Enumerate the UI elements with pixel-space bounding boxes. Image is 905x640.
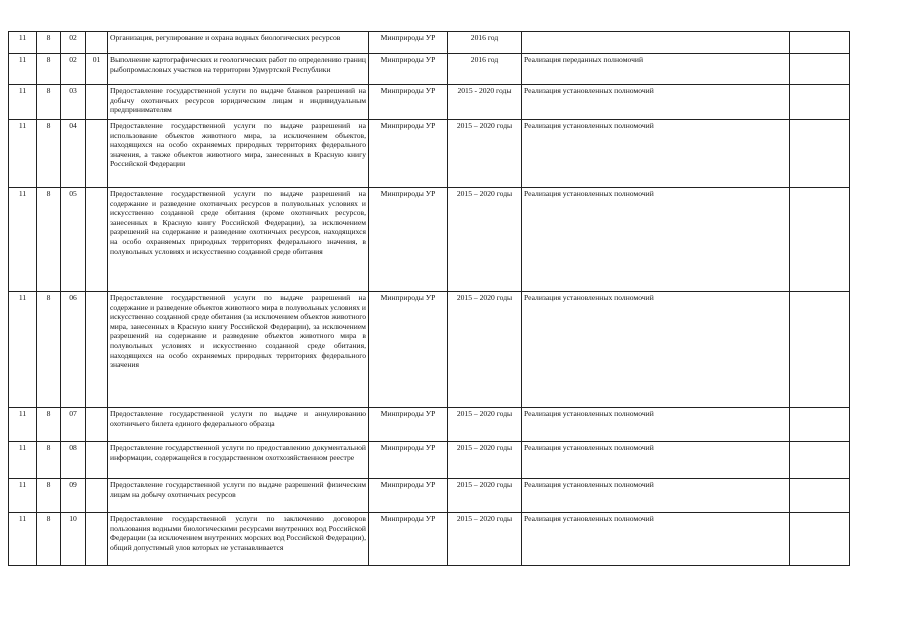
code-item: 02: [61, 32, 86, 54]
responsible-agency: Минприроды УР: [369, 513, 448, 566]
code-section: 11: [9, 292, 37, 408]
code-section: 11: [9, 85, 37, 120]
implementation-period: 2015 – 2020 годы: [448, 188, 522, 292]
activity-description: Организация, регулирование и охрана водных биологических ресурсов: [108, 32, 369, 54]
activity-description: Предоставление государственной услуги по выдаче бланков разрешений на добычу охотничьих ресурсов юридическим лицам и индивидуальным предпринимателям: [108, 85, 369, 120]
code-section: 11: [9, 188, 37, 292]
code-subsection: 8: [37, 120, 61, 188]
responsible-agency: Минприроды УР: [369, 442, 448, 479]
program-activities-table: [8, 31, 850, 566]
activity-description: Выполнение картографических и геологических работ по определению границ рыбопромысловых участков на территории Удмуртской Республики: [108, 54, 369, 85]
code-section: 11: [9, 479, 37, 513]
code-subitem: [86, 85, 108, 120]
code-section: 11: [9, 442, 37, 479]
code-section: 11: [9, 120, 37, 188]
activity-description: Предоставление государственной услуги по выдаче разрешений физическим лицам на добычу охотничьих ресурсов: [108, 479, 369, 513]
code-subitem: [86, 513, 108, 566]
table-row: [9, 54, 850, 85]
code-item: 07: [61, 408, 86, 442]
implementation-period: 2015 – 2020 годы: [448, 479, 522, 513]
responsible-agency: Минприроды УР: [369, 292, 448, 408]
code-subitem: [86, 32, 108, 54]
code-subsection: 8: [37, 513, 61, 566]
table-row: [9, 513, 850, 566]
code-section: 11: [9, 408, 37, 442]
code-subsection: 8: [37, 442, 61, 479]
table-row: [9, 120, 850, 188]
extra-cell: [790, 85, 850, 120]
table-row: [9, 408, 850, 442]
activity-description: Предоставление государственной услуги по предоставлению документальной информации, содержащейся в государственном охотхозяйственном реестре: [108, 442, 369, 479]
table-row: [9, 85, 850, 120]
code-item: 10: [61, 513, 86, 566]
implementation-period: 2016 год: [448, 32, 522, 54]
extra-cell: [790, 408, 850, 442]
implementation-note: Реализация установленных полномочий: [522, 442, 790, 479]
extra-cell: [790, 32, 850, 54]
code-subsection: 8: [37, 188, 61, 292]
activity-description: Предоставление государственной услуги по заключению договоров пользования водными биологическими ресурсами внутренних вод Российской Федерации (за исключением внутренних морских вод Российской Федерации), общий допустимый улов которых не устанавливается: [108, 513, 369, 566]
extra-cell: [790, 54, 850, 85]
code-item: 05: [61, 188, 86, 292]
implementation-note: Реализация переданных полномочий: [522, 54, 790, 85]
implementation-period: 2015 – 2020 годы: [448, 408, 522, 442]
implementation-period: 2016 год: [448, 54, 522, 85]
code-section: 11: [9, 513, 37, 566]
code-section: 11: [9, 54, 37, 85]
code-item: 08: [61, 442, 86, 479]
code-item: 02: [61, 54, 86, 85]
responsible-agency: Минприроды УР: [369, 188, 448, 292]
code-section: 11: [9, 32, 37, 54]
code-item: 06: [61, 292, 86, 408]
implementation-note: [522, 32, 790, 54]
code-subsection: 8: [37, 292, 61, 408]
extra-cell: [790, 513, 850, 566]
code-item: 04: [61, 120, 86, 188]
code-subsection: 8: [37, 32, 61, 54]
code-subitem: [86, 120, 108, 188]
activity-description: Предоставление государственной услуги по выдаче разрешений на использование объектов животного мира, за исключением объектов, находящихся на особо охраняемых природных территориях федерального значения, а также объектов животного мира, занесенных в Красную книгу Российской Федерации: [108, 120, 369, 188]
code-subitem: [86, 408, 108, 442]
extra-cell: [790, 292, 850, 408]
implementation-note: Реализация установленных полномочий: [522, 408, 790, 442]
table-row: [9, 188, 850, 292]
implementation-period: 2015 – 2020 годы: [448, 292, 522, 408]
table-row: [9, 442, 850, 479]
responsible-agency: Минприроды УР: [369, 120, 448, 188]
activity-description: Предоставление государственной услуги по выдаче и аннулированию охотничьего билета единого федерального образца: [108, 408, 369, 442]
implementation-note: Реализация установленных полномочий: [522, 188, 790, 292]
implementation-note: Реализация установленных полномочий: [522, 85, 790, 120]
code-subitem: [86, 442, 108, 479]
code-subsection: 8: [37, 54, 61, 85]
table-row: [9, 292, 850, 408]
implementation-note: Реализация установленных полномочий: [522, 292, 790, 408]
activity-description: Предоставление государственной услуги по выдаче разрешений на содержание и разведение объектов животного мира в полувольных условиях и искусственно созданной среде обитания (за исключением объектов животного мира, занесенных в Красную книгу Российской Федерации), за исключением разрешений на содержание и разведение объектов животного мира в полувольных условиях и искусственно созданной среде обитания, находящихся на особо охраняемых природных территориях федерального значения: [108, 292, 369, 408]
extra-cell: [790, 442, 850, 479]
implementation-note: Реализация установленных полномочий: [522, 513, 790, 566]
implementation-note: Реализация установленных полномочий: [522, 120, 790, 188]
responsible-agency: Минприроды УР: [369, 479, 448, 513]
activity-description: Предоставление государственной услуги по выдаче разрешений на содержание и разведение охотничьих ресурсов в полувольных условиях и искусственно созданной среде обитания (кроме охотничьих ресурсов, занесенных в Красную книгу Российской Федерации), за исключением разрешений на содержание и разведение охотничьих ресурсов, находящихся на особо охраняемых природных территориях федерального значения, в полувольных условиях и искусственно созданной среде обитания: [108, 188, 369, 292]
code-subsection: 8: [37, 408, 61, 442]
code-subitem: [86, 479, 108, 513]
code-subsection: 8: [37, 479, 61, 513]
responsible-agency: Минприроды УР: [369, 85, 448, 120]
code-item: 09: [61, 479, 86, 513]
responsible-agency: Минприроды УР: [369, 32, 448, 54]
implementation-period: 2015 – 2020 годы: [448, 513, 522, 566]
table-row: [9, 32, 850, 54]
responsible-agency: Минприроды УР: [369, 408, 448, 442]
implementation-period: 2015 – 2020 годы: [448, 120, 522, 188]
extra-cell: [790, 120, 850, 188]
responsible-agency: Минприроды УР: [369, 54, 448, 85]
code-subsection: 8: [37, 85, 61, 120]
extra-cell: [790, 479, 850, 513]
implementation-note: Реализация установленных полномочий: [522, 479, 790, 513]
implementation-period: 2015 – 2020 годы: [448, 442, 522, 479]
extra-cell: [790, 188, 850, 292]
code-subitem: [86, 292, 108, 408]
code-item: 03: [61, 85, 86, 120]
implementation-period: 2015 - 2020 годы: [448, 85, 522, 120]
table-row: [9, 479, 850, 513]
code-subitem: [86, 188, 108, 292]
code-subitem: 01: [86, 54, 108, 85]
